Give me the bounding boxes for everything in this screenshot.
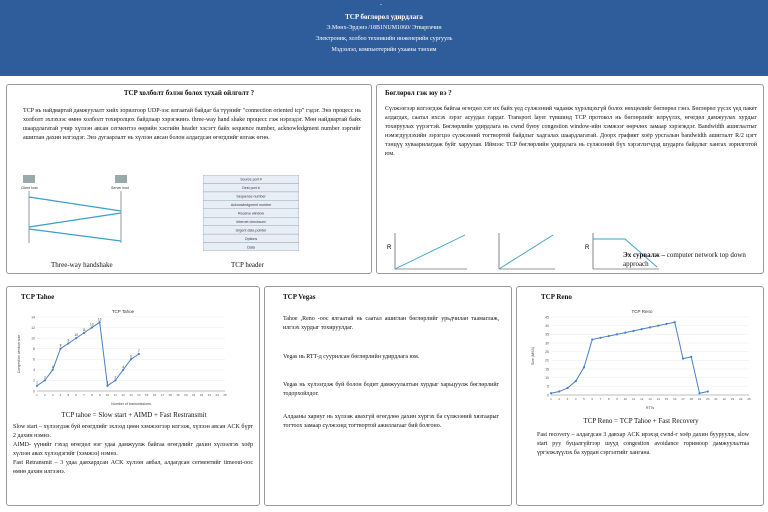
data-label: 10 [74, 333, 78, 338]
y-tick-label: 6 [33, 357, 35, 362]
data-label: 8 [59, 343, 62, 348]
vegas-text-1: Tahoe ,Reno -оос ялгаатай нь саатал ашиглан бөглөрлийг урьдчилан таамаглаж, илгээх хурдыг тохируулдаг. [283, 316, 499, 331]
data-point [566, 387, 568, 389]
x-tick-label: 11 [631, 397, 636, 401]
data-label: 9 [67, 338, 70, 343]
data-point [583, 366, 585, 368]
y-tick-label: 45 [545, 315, 549, 320]
y-axis-label: Size (MSS) [531, 346, 535, 366]
x-tick-label: 4 [574, 397, 577, 401]
y-tick-label: 8 [33, 347, 35, 352]
data-point [83, 332, 85, 334]
panel-connection [6, 84, 372, 274]
tcp-header-diagram [203, 175, 299, 251]
data-point [690, 356, 692, 358]
vegas-text-3: Vegas нь хүлээгдэж буй болон бодит дамжуулалтын хурдыг харьцуулж бөглөрлийг тодорхойлдог. [283, 382, 499, 397]
data-label: 4 [51, 364, 54, 369]
data-point [114, 379, 116, 381]
data-point [698, 392, 700, 394]
data-label: 7 [137, 349, 140, 353]
data-label: 1 [106, 380, 109, 385]
chart-title: TCP Reno [631, 309, 653, 314]
x-tick-label: 12 [640, 397, 644, 401]
fairness-left-axis-label: R [387, 245, 392, 251]
source-text: computer network top down approach [623, 251, 746, 268]
x-tick-label: 23 [207, 393, 212, 397]
data-point [558, 390, 560, 392]
x-axis-label: RTTs [645, 406, 655, 410]
vegas-text-4: Алдааны хариуг нь хүлээж авахгүй өгөгдлөө дахин хүргэх ба сүлжээний хязгаарыг тогтоох замаар сүлжээнд тогтвортой ажиллагааг бий болгоно. [283, 414, 499, 429]
tcp-header-field: Receive window [238, 211, 264, 216]
panel-connection-body: TCP нь найдвартай дамжуулалт хийх зорилгоор UDP-ээс ялгаатай байдаг ба түүнийг "connection oriented tcp" гэдэг. Энэ процесс нь холболт эхлэхээс өмнө холболт тохиролцох байдлаар хэрэгжинэ. three-way hand shake процесс гэж нэрлэдэг. Мөн найдвартай байх шаардлагатай учир хүлээн авсан сегментээ өөрийн хэсгийн header хэсэгт байх sequence number, acknowledgment number зэргийг ашиглан дахин илгээдэг. Энэ дугаарлалт нь хүлээн авсан болон алдагдсан өгөгдлийг ялгаж өгнө. [23, 108, 361, 141]
x-tick-label: 19 [176, 393, 180, 397]
x-tick-label: 7 [599, 397, 602, 401]
x-tick-label: 16 [152, 393, 157, 397]
x-tick-label: 20 [706, 397, 710, 401]
x-tick-label: 22 [199, 393, 204, 397]
x-tick-label: 2 [43, 393, 46, 397]
tcp-header-field: Options [244, 236, 258, 241]
panel-tahoe [6, 286, 260, 506]
fairness-graph-left [387, 231, 469, 275]
y-tick-label: 10 [31, 336, 35, 341]
y-axis-label: Congestion window size [17, 334, 21, 374]
data-point [682, 358, 684, 360]
syn-arrow [29, 197, 121, 211]
ack-arrow [29, 229, 121, 241]
series-line [37, 322, 139, 385]
school-line: Электроник, холбоо техникийн инженерийн сургууль [315, 36, 453, 42]
data-point [616, 333, 618, 335]
data-point [575, 380, 577, 382]
y-tick-label: 0 [547, 393, 549, 398]
y-tick-label: 12 [31, 325, 35, 330]
panel-reno [516, 286, 764, 506]
data-point [641, 328, 643, 330]
poster-title: TCP бөглөрөл удирдлага [345, 13, 423, 21]
data-point [67, 342, 69, 344]
data-point [632, 330, 634, 332]
x-tick-label: 6 [591, 397, 594, 401]
x-tick-label: 8 [90, 393, 93, 397]
author-line: Э.Мөнх-Эрдэнэ /18B1NUM1060/ Этваргачин [326, 25, 442, 31]
poster-header [0, 0, 768, 76]
tahoe-note-aimd: AIMD- үүнийг гэхэд өгөгдөл нэг удаа дамжуулж байгаа өгөгдлийг дахин хүлээлгэх хоёр хүлээн авах хүлээдэгийг (хэмжээ) нэмнэ. [13, 442, 253, 457]
handshake-diagram [19, 173, 139, 245]
tcp-header-caption: TCP header [231, 261, 264, 269]
data-point [674, 321, 676, 323]
reno-caption: TCP Reno = TCP Tahoe + Fast Recovery [583, 417, 699, 425]
tcp-header-field: Data [247, 245, 255, 250]
x-tick-label: 7 [83, 393, 85, 397]
source-label: Эх сурвалж – [623, 251, 665, 259]
x-tick-label: 25 [747, 397, 751, 401]
tcp-header-field: Sequence number [236, 194, 266, 199]
x-tick-label: 2 [558, 397, 561, 401]
data-point [138, 353, 140, 355]
data-point [599, 337, 601, 339]
data-label: 11 [82, 327, 86, 332]
server-host-label: Server host [111, 186, 129, 190]
panel-congestion-body: Сүлжээгээр илгээгдэж байгаа өгөгдөл хэт их байх үед сүлжээний чадамж хүрэлцэхгүй болох нөхцөлийг бөглөрөл гэнэ. Бөглөрөл үүсэх үед пакет алдагдах, саатал ихсэх зэрэг асуудал гардаг. Transport layer түвшинд TCP протокол нь бөглөрлийг илрүүлэх, өгөгдөл дамжуулах хурдыг тохируулах үүрэгтэй. Бөглөрлийн удирдлага нь cwnd буюу congestion window-ийн хэмжээг өөрчлөх замаар хэрэгждэг. Bandwidth ашиглалтыг нэмэгдүүлэхийн зэрэгцээ сүлжээний тогтвортой байдлыг хадгалах шаардлагатай. Доорх графикт хоёр урсгалын bandwidth ашиглалт R/2 цэгт тэнцүү хуваарилагдаж буйг харуулав. Иймээс TCP бөглөрлийн удирдлага нь сүлжээний бүх хэрэглэгчдэд шударга байдлыг хангах зорилготой юм. [385, 106, 757, 157]
fairness-right-axis-label: R [585, 245, 590, 251]
data-point [44, 379, 46, 381]
tahoe-chart [15, 305, 231, 407]
source-note [623, 251, 763, 269]
x-tick-label: 18 [168, 393, 172, 397]
x-tick-label: 3 [566, 397, 569, 401]
panel-reno-title: TCP Reno [541, 293, 572, 301]
reno-chart [529, 305, 755, 411]
panel-congestion-title: Бөглөрөл гэж юу вэ ? [385, 89, 452, 97]
y-tick-label: 5 [547, 384, 549, 389]
data-point [106, 385, 108, 387]
y-tick-label: 0 [33, 389, 35, 394]
data-point [59, 348, 61, 350]
x-tick-label: 5 [583, 397, 585, 401]
data-point [591, 338, 593, 340]
x-tick-label: 10 [623, 397, 627, 401]
x-tick-label: 20 [184, 393, 188, 397]
data-label: 2 [43, 375, 46, 380]
x-tick-label: 13 [129, 393, 133, 397]
x-tick-label: 21 [714, 397, 718, 401]
x-tick-label: 13 [648, 397, 652, 401]
y-tick-label: 30 [545, 341, 549, 346]
y-tick-label: 40 [545, 323, 549, 328]
header-dash: - [380, 2, 382, 8]
client-host-label: Client host [21, 186, 38, 190]
x-tick-label: 8 [607, 397, 610, 401]
tcp-header-field: Internet checksum [236, 219, 266, 224]
panel-vegas-title: TCP Vegas [283, 293, 316, 301]
chart-title: TCP Tahoe [111, 309, 135, 314]
x-tick-label: 19 [697, 397, 702, 401]
tcp-header-field: Acknowledgment number [230, 203, 272, 208]
y-tick-label: 10 [545, 375, 549, 380]
dept-line: Мэдээлэл, компьютерийн ухааны тэнхим [331, 47, 437, 53]
x-tick-label: 9 [98, 393, 101, 397]
x-tick-label: 18 [689, 397, 693, 401]
data-label: 12 [90, 322, 94, 327]
x-axis-label: Number of transmissions [111, 402, 151, 406]
panel-congestion [376, 84, 764, 274]
data-point [665, 323, 667, 325]
data-label: 6 [130, 354, 132, 359]
x-tick-label: 22 [722, 397, 726, 401]
tahoe-note-slowstart: Slow start – хүлээгдэж буй өгөгдлийг эхлээд цөөн хэмжээгээр илгээж, хүлээн авсан ACK бүрт 2 дахин нэмнэ. [13, 424, 253, 439]
x-tick-label: 9 [616, 397, 618, 401]
server-host-icon [115, 175, 127, 183]
tahoe-note-fastretransmit: Fast Retransmit – 3 удаа давхардсан ACK хүлээн авбал, алдагдсан сегментийг timeout-оос өмнө дахин илгээнэ. [13, 460, 253, 475]
fairness-graph-mid [495, 231, 557, 275]
y-tick-label: 14 [31, 315, 35, 320]
x-tick-label: 4 [59, 393, 62, 397]
x-tick-label: 17 [681, 397, 685, 401]
x-tick-label: 15 [664, 397, 669, 401]
data-point [649, 326, 651, 328]
x-tick-label: 21 [191, 393, 196, 397]
data-point [608, 335, 610, 337]
x-tick-label: 24 [739, 397, 743, 401]
vegas-text-2: Vegas нь RTT-д суурилсан бөглөрлийн удирдлага юм. [283, 354, 420, 360]
x-tick-label: 1 [550, 397, 552, 401]
panel-vegas [264, 286, 512, 506]
data-point [52, 369, 54, 371]
synack-arrow [29, 213, 121, 227]
data-point [657, 325, 659, 327]
y-tick-label: 15 [545, 367, 549, 372]
data-point [550, 392, 552, 394]
tcp-header-field: Source port # [240, 177, 262, 182]
y-tick-label: 4 [33, 368, 35, 373]
data-label: 1 [36, 380, 38, 385]
y-tick-label: 35 [545, 332, 549, 337]
x-tick-label: 3 [51, 393, 54, 397]
y-tick-label: 25 [545, 349, 549, 354]
data-point [91, 326, 93, 328]
x-tick-label: 24 [215, 393, 219, 397]
data-label: 13 [97, 317, 102, 322]
x-tick-label: 14 [137, 393, 141, 397]
x-tick-label: 14 [656, 397, 660, 401]
tahoe-caption: TCP tahoe = Slow start + AIMD + Fast Restransmit [61, 411, 207, 419]
client-host-icon [23, 175, 35, 183]
data-point [624, 332, 626, 334]
y-tick-label: 20 [545, 358, 549, 363]
x-tick-label: 17 [160, 393, 165, 397]
panel-connection-title: TCP холболт бэлэн болох тухай ойлголт ? [123, 89, 255, 97]
x-tick-label: 25 [223, 393, 227, 397]
data-point [75, 337, 77, 339]
x-tick-label: 11 [113, 393, 117, 397]
x-tick-label: 6 [75, 393, 78, 397]
x-tick-label: 5 [67, 393, 70, 397]
data-label: 2 [114, 375, 117, 380]
x-tick-label: 10 [105, 393, 110, 397]
x-tick-label: 15 [144, 393, 149, 397]
tcp-header-field: Dest port # [242, 186, 260, 191]
y-tick-label: 2 [33, 378, 35, 383]
data-point [122, 369, 124, 371]
x-tick-label: 16 [673, 397, 677, 401]
data-point [99, 321, 101, 323]
series-line [551, 322, 708, 393]
x-tick-label: 23 [730, 397, 735, 401]
tcp-header-field: Urgent data pointer [235, 228, 267, 233]
reno-note-fastrecovery: Fast recovery – алдагдсан 3 давхар ACK ирэхэд cwnd-г хоёр дахин бууруулж, slow start руу буцалгүйгээр шууд congestion avoidance горимоор дамжуулалтаа үргэлжлүүлэх ба хурдан сэргэлтийг хангана. [537, 432, 749, 456]
x-tick-label: 12 [121, 393, 125, 397]
data-point [707, 390, 709, 392]
panel-tahoe-title: TCP Tahoe [21, 293, 55, 301]
x-tick-label: 1 [36, 393, 38, 397]
tahoe-notes [13, 423, 253, 477]
data-label: 4 [122, 364, 125, 369]
data-point [36, 385, 38, 387]
data-point [130, 358, 132, 360]
handshake-caption: Three-way handshake [51, 261, 113, 269]
